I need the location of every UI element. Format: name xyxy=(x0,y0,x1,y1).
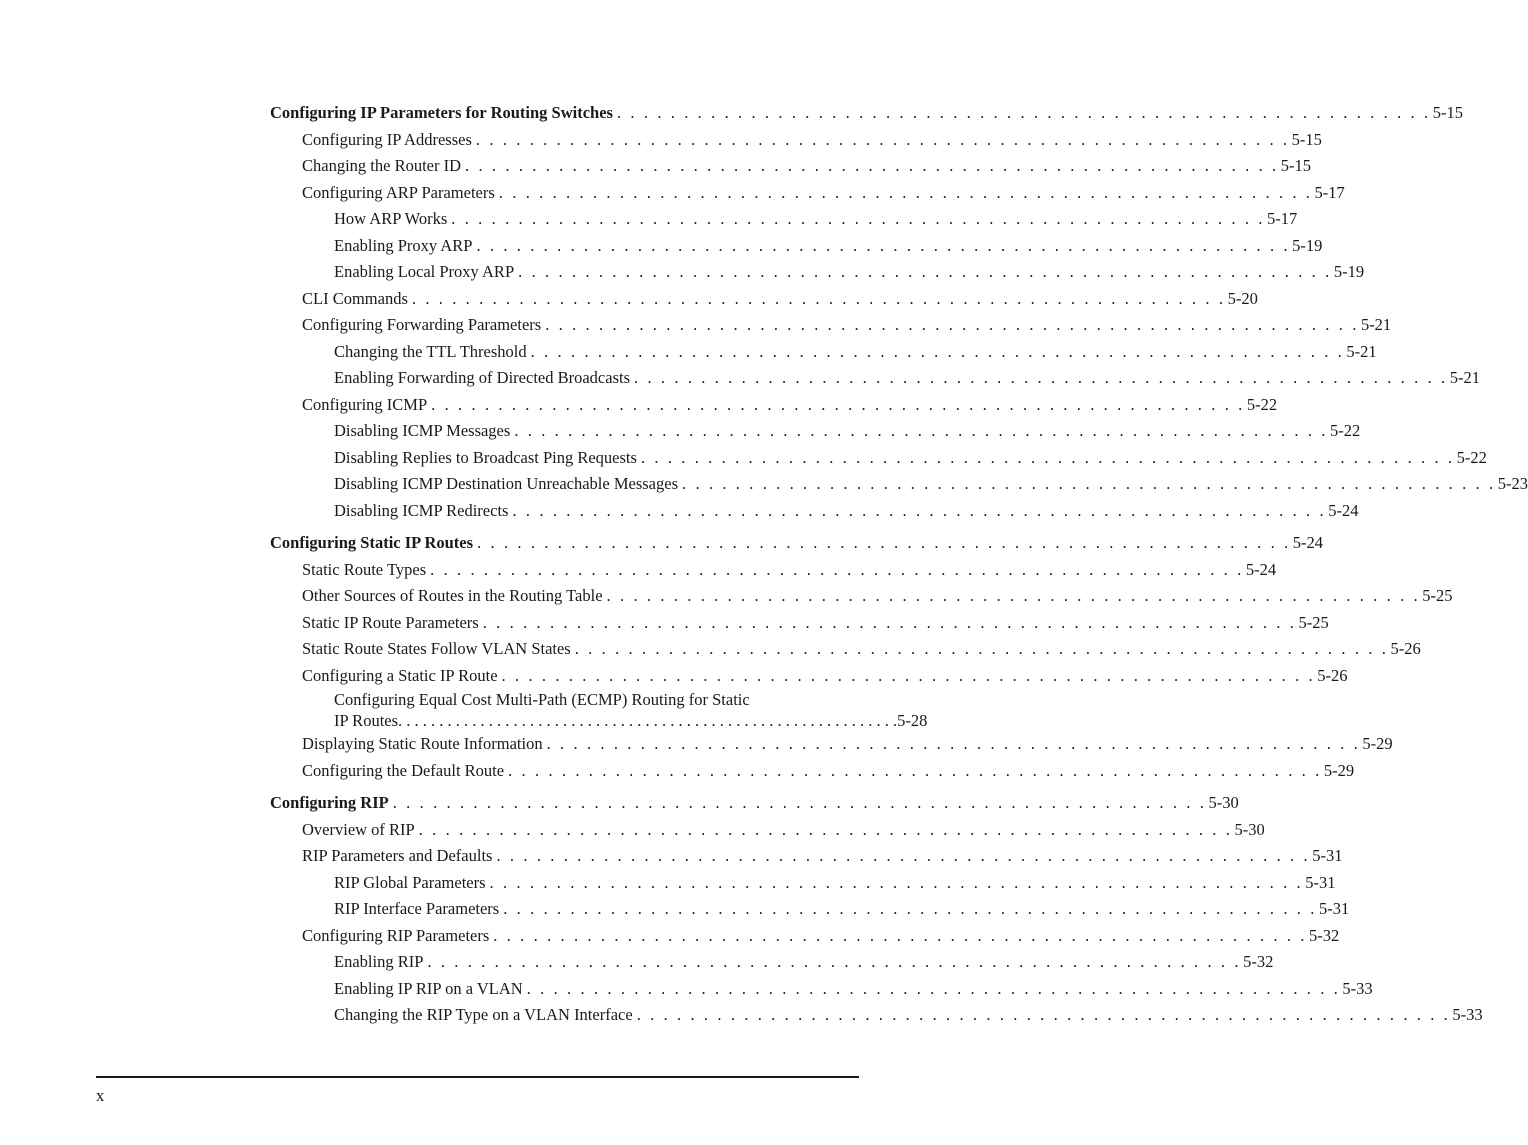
toc-entry[interactable] xyxy=(270,557,1277,584)
dot-leader: . . . . . . . . . . . . . . . . . . . . . . . . . . . . . . . . . . . . . . . . . . . . . . . . . . . . . . . . . . . . . xyxy=(501,665,1316,685)
dot-leader: . . . . . . . . . . . . . . . . . . . . . . . . . . . . . . . . . . . . . . . . . . . . . . . . . . . . . . . . . . . . . xyxy=(477,533,1291,552)
toc-entry[interactable] xyxy=(270,339,1377,366)
toc-entry[interactable] xyxy=(270,392,1278,419)
toc-entry[interactable] xyxy=(270,180,1345,207)
dot-leader: . . . . . . . . . . . . . . . . . . . . . . . . . . . . . . . . . . . . . . . . . . . . . . . . . . . . . . . . . . . . . xyxy=(640,447,1455,467)
dot-leader: . . . . . . . . . . . . . . . . . . . . . . . . . . . . . . . . . . . . . . . . . . . . . . . . . . . . . . . . . . . . . xyxy=(503,899,1317,918)
toc-entry[interactable] xyxy=(270,896,1350,923)
toc-entry[interactable] xyxy=(270,758,1355,785)
toc-entry-title: CLI Commands xyxy=(302,288,408,308)
toc-entry-title: RIP Interface Parameters xyxy=(334,899,500,918)
toc-section-heading[interactable] xyxy=(270,790,1239,817)
toc-entry[interactable] xyxy=(270,153,1311,180)
dot-leader: . . . . . . . . . . . . . . . . . . . . . . . . . . . . . . . . . . . . . . . . . . . . . . . . . . . . . . . . . . . . . xyxy=(496,846,1311,865)
dot-leader: . . . . . . . . . . . . . . . . . . . . . . . . . . . . . . . . . . . . . . . . . . . . . . . . . . . . . . . . . . . . . xyxy=(508,760,1322,780)
dot-leader: . . . . . . . . . . . . . . . . . . . . . . . . . . . . . . . . . . . . . . . . . . . . . . . . . . . . . . . . . . . . . xyxy=(427,952,1242,971)
dot-leader: . . . . . . . . . . . . . . . . . . . . . . . . . . . . . . . . . . . . . . . . . . . . . . . . . . . . . . . . . . . . . xyxy=(431,394,1245,414)
toc-entry[interactable] xyxy=(270,583,1453,610)
toc-entry-title: Enabling Forwarding of Directed Broadcasts xyxy=(334,368,631,387)
toc-entry-page: 5-19 xyxy=(1292,235,1323,255)
toc-entry-title: Configuring Equal Cost Multi-Path (ECMP) Routing for Static xyxy=(334,690,750,709)
toc-entry-title: Changing the RIP Type on a VLAN Interface xyxy=(334,1005,633,1024)
dot-leader: . . . . . . . . . . . . . . . . . . . . . . . . . . . . . . . . . . . . . . . . . . . . . . . . . . . . . . . . . . . . . xyxy=(634,368,1448,387)
toc-entry-title: Static Route States Follow VLAN States xyxy=(302,639,571,658)
toc-entry-page: 5-20 xyxy=(1227,288,1258,308)
toc-entry-title: Configuring Forwarding Parameters xyxy=(302,315,542,334)
toc-entry-page: 5-24 xyxy=(1292,533,1324,552)
toc-entry-page: 5-19 xyxy=(1333,262,1365,281)
toc-entry-title: Enabling RIP xyxy=(334,952,424,971)
dot-leader: . . . . . . . . . . . . . . . . . . . . . . . . . . . . . . . . . . . . . . . . . . . . . . . . . . . . . . . . . . . . . xyxy=(545,315,1359,334)
toc-entry-title: Overview of RIP xyxy=(302,819,415,839)
dot-leader: . . . . . . . . . . . . . . . . . . . . . . . . . . . . . . . . . . . . . . . . . . . . . . . . . . . . . . . . . . . . . xyxy=(526,978,1341,998)
toc-entry-page: 5-28 xyxy=(897,711,928,730)
toc-entry[interactable] xyxy=(270,923,1340,950)
toc-entry-page: 5-22 xyxy=(1246,394,1278,414)
toc-entry-title: RIP Global Parameters xyxy=(334,872,486,892)
toc-entry-page: 5-31 xyxy=(1312,846,1343,865)
dot-leader: . . . . . . . . . . . . . . . . . . . . . . . . . . . . . . . . . . . . . . . . . . . . . . . . . . . . . . . . . . . . . xyxy=(430,559,1244,579)
toc-entry[interactable] xyxy=(270,233,1323,260)
toc-entry-page: 5-31 xyxy=(1305,872,1336,892)
toc-entry[interactable] xyxy=(270,498,1359,525)
toc-entry-title: Enabling Local Proxy ARP xyxy=(334,262,515,281)
toc-entry-page: 5-33 xyxy=(1452,1005,1483,1024)
dot-leader: . . . . . . . . . . . . . . . . . . . . . . . . . . . . . . . . . . . . . . . . . . . . . . . . . . . . . . . . . . . . . xyxy=(546,734,1361,753)
toc-entry-page: 5-21 xyxy=(1360,315,1392,334)
toc-entry[interactable] xyxy=(270,206,1298,233)
dot-leader: . . . . . . . . . . . . . . . . . . . . . . . . . . . . . . . . . . . . . . . . . . . . . . . . . . . . . . . . . . . . . xyxy=(482,612,1297,632)
toc-entry-page: 5-25 xyxy=(1298,612,1329,632)
toc-entry[interactable] xyxy=(270,445,1487,472)
toc-entry[interactable] xyxy=(270,817,1265,844)
toc-entry-title: Static Route Types xyxy=(302,559,427,579)
dot-leader: . . . . . . . . . . . . . . . . . . . . . . . . . . . . . . . . . . . . . . . . . . . . . . . . . . . . . . . . . . . . . xyxy=(514,421,1329,440)
toc-entry-page: 5-31 xyxy=(1318,899,1350,918)
toc-entry-page: 5-22 xyxy=(1330,421,1361,440)
toc-entry-title: Configuring IP Parameters for Routing Switches xyxy=(270,103,613,122)
toc-entry-title: Static IP Route Parameters xyxy=(302,612,479,632)
toc-entry-page: 5-22 xyxy=(1456,447,1487,467)
toc-entry-title: How ARP Works xyxy=(334,209,448,228)
toc-entry[interactable] xyxy=(270,949,1274,976)
toc-entry-page: 5-32 xyxy=(1243,952,1274,971)
toc-entry[interactable] xyxy=(270,418,1361,445)
toc-entry-page: 5-23 xyxy=(1497,474,1528,493)
toc-entry-page: 5-17 xyxy=(1314,182,1345,202)
table-of-contents xyxy=(270,100,1528,1029)
toc-entry-title: Other Sources of Routes in the Routing Table xyxy=(302,586,603,605)
page-number: x xyxy=(96,1086,105,1105)
dot-leader: . . . . . . . . . . . . . . . . . . . . . . . . . . . . . . . . . . . . . . . . . . . . . . . . . . . . . . . . . . . . . xyxy=(418,819,1233,839)
toc-entry-page: 5-26 xyxy=(1317,665,1348,685)
toc-entry[interactable] xyxy=(270,312,1392,339)
toc-entry-page: 5-29 xyxy=(1362,734,1393,753)
toc-entry[interactable] xyxy=(270,286,1258,313)
dot-leader: . . . . . . . . . . . . . . . . . . . . . . . . . . . . . . . . . . . . . . . . . . . . . . . . . . . . . . . . . . . . . xyxy=(465,156,1279,175)
toc-entry[interactable] xyxy=(270,127,1322,154)
dot-leader: . . . . . . . . . . . . . . . . . . . . . . . . . . . . . . . . . . . . . . . . . . . . . . . . . . . . . . . . . . . . . xyxy=(682,474,1496,493)
toc-entry-title: Configuring ARP Parameters xyxy=(302,182,495,202)
toc-entry-title: Disabling ICMP Messages xyxy=(334,421,511,440)
toc-entry[interactable] xyxy=(270,689,928,731)
toc-entry-page: 5-33 xyxy=(1342,978,1373,998)
toc-entry-title: Configuring IP Addresses xyxy=(302,129,472,149)
dot-leader: . . . . . . . . . . . . . . . . . . . . . . . . . . . . . . . . . . . . . . . . . . . . . . . . . . . . . . . . . . . . . xyxy=(518,262,1332,281)
toc-entry[interactable] xyxy=(270,870,1336,897)
dot-leader: . . . . . . . . . . . . . . . . . . . . . . . . . . . . . . . . . . . . . . . . . . . . . . . . . . . . . . . . . . . . . xyxy=(498,182,1313,202)
toc-entry-title: RIP Parameters and Defaults xyxy=(302,846,493,865)
toc-entry[interactable] xyxy=(270,976,1373,1003)
toc-entry[interactable] xyxy=(270,471,1528,498)
dot-leader: . . . . . . . . . . . . . . . . . . . . . . . . . . . . . . . . . . . . . . . . . . . . . . . . . . . . . . . . . . . . . xyxy=(616,103,1431,122)
toc-entry-title: Configuring RIP xyxy=(270,793,389,812)
dot-leader: . . . . . . . . . . . . . . . . . . . . . . . . . . . . . . . . . . . . . . . . . . . . . . . . . . . . . . . . . . . . . xyxy=(530,341,1345,361)
toc-entry-page: 5-32 xyxy=(1309,925,1340,945)
dot-leader: . . . . . . . . . . . . . . . . . . . . . . . . . . . . . . . . . . . . . . . . . . . . . . . . . . . . . . . . . . . . . xyxy=(451,209,1266,228)
toc-entry[interactable] xyxy=(270,610,1329,637)
toc-entry-page: 5-26 xyxy=(1390,639,1421,658)
toc-entry-page: 5-30 xyxy=(1234,819,1265,839)
toc-entry-page: 5-21 xyxy=(1346,341,1377,361)
toc-entry-page: 5-30 xyxy=(1208,793,1239,812)
toc-entry-page: 5-25 xyxy=(1422,586,1453,605)
toc-entry-title: Changing the TTL Threshold xyxy=(334,341,527,361)
dot-leader: . . . . . . . . . . . . . . . . . . . . . . . . . . . . . . . . . . . . . . . . . . . . . . . . . . . . . . . . . . . . . xyxy=(574,639,1389,658)
toc-entry-page: 5-15 xyxy=(1432,103,1463,122)
toc-entry-title: Configuring a Static IP Route xyxy=(302,665,498,685)
dot-leader: . . . . . . . . . . . . . . . . . . . . . . . . . . . . . . . . . . . . . . . . . . . . . . . . . . . . . . . . . . . . . xyxy=(512,500,1327,520)
toc-entry[interactable] xyxy=(270,731,1393,758)
toc-entry-page: 5-17 xyxy=(1267,209,1298,228)
toc-entry-title: Enabling Proxy ARP xyxy=(334,235,473,255)
dot-leader: . . . . . . . . . . . . . . . . . . . . . . . . . . . . . . . . . . . . . . . . . . . . . . . . . . . . . . . . . . . . . xyxy=(489,872,1304,892)
toc-entry-title: Configuring Static IP Routes xyxy=(270,533,474,552)
toc-entry-title: Disabling Replies to Broadcast Ping Requests xyxy=(334,447,637,467)
dot-leader: . . . . . . . . . . . . . . . . . . . . . . . . . . . . . . . . . . . . . . . . . . . . . . . . . . . . . . . . . . . . . xyxy=(476,235,1291,255)
toc-entry-title: Disabling ICMP Destination Unreachable Messages xyxy=(334,474,678,493)
toc-entry-page: 5-29 xyxy=(1323,760,1355,780)
toc-entry[interactable] xyxy=(270,1002,1483,1029)
toc-entry-page: 5-21 xyxy=(1449,368,1480,387)
toc-entry-title: Enabling IP RIP on a VLAN xyxy=(334,978,523,998)
toc-entry-page: 5-24 xyxy=(1328,500,1359,520)
dot-leader: . . . . . . . . . . . . . . . . . . . . . . . . . . . . . . . . . . . . . . . . . . . . . . . . . . . . . . . . . . . . . xyxy=(398,711,898,730)
toc-entry[interactable] xyxy=(270,636,1421,663)
toc-entry-page: 5-15 xyxy=(1291,129,1322,149)
dot-leader: . . . . . . . . . . . . . . . . . . . . . . . . . . . . . . . . . . . . . . . . . . . . . . . . . . . . . . . . . . . . . xyxy=(475,129,1290,149)
toc-entry-title: Changing the Router ID xyxy=(302,156,462,175)
dot-leader: . . . . . . . . . . . . . . . . . . . . . . . . . . . . . . . . . . . . . . . . . . . . . . . . . . . . . . . . . . . . . xyxy=(411,288,1226,308)
footer-rule xyxy=(96,1076,859,1078)
toc-entry-title: Configuring RIP Parameters xyxy=(302,925,490,945)
toc-entry-title: Configuring ICMP xyxy=(302,394,428,414)
toc-entry-title: Displaying Static Route Information xyxy=(302,734,543,753)
dot-leader: . . . . . . . . . . . . . . . . . . . . . . . . . . . . . . . . . . . . . . . . . . . . . . . . . . . . . . . . . . . . . xyxy=(636,1005,1451,1024)
toc-section-heading[interactable] xyxy=(270,530,1324,557)
toc-entry-page: 5-24 xyxy=(1245,559,1277,579)
toc-entry-page: 5-15 xyxy=(1280,156,1311,175)
toc-entry[interactable] xyxy=(270,365,1480,392)
dot-leader: . . . . . . . . . . . . . . . . . . . . . . . . . . . . . . . . . . . . . . . . . . . . . . . . . . . . . . . . . . . . . xyxy=(493,925,1308,945)
toc-entry-title: Disabling ICMP Redirects xyxy=(334,500,509,520)
dot-leader: . . . . . . . . . . . . . . . . . . . . . . . . . . . . . . . . . . . . . . . . . . . . . . . . . . . . . . . . . . . . . xyxy=(392,793,1207,812)
toc-section-heading[interactable] xyxy=(270,100,1463,127)
toc-entry[interactable] xyxy=(270,259,1365,286)
dot-leader: . . . . . . . . . . . . . . . . . . . . . . . . . . . . . . . . . . . . . . . . . . . . . . . . . . . . . . . . . . . . . xyxy=(606,586,1421,605)
toc-entry[interactable] xyxy=(270,663,1348,690)
toc-entry-title: Configuring the Default Route xyxy=(302,760,505,780)
toc-entry-title-continued: IP Routes xyxy=(334,711,399,730)
toc-entry[interactable] xyxy=(270,843,1343,870)
